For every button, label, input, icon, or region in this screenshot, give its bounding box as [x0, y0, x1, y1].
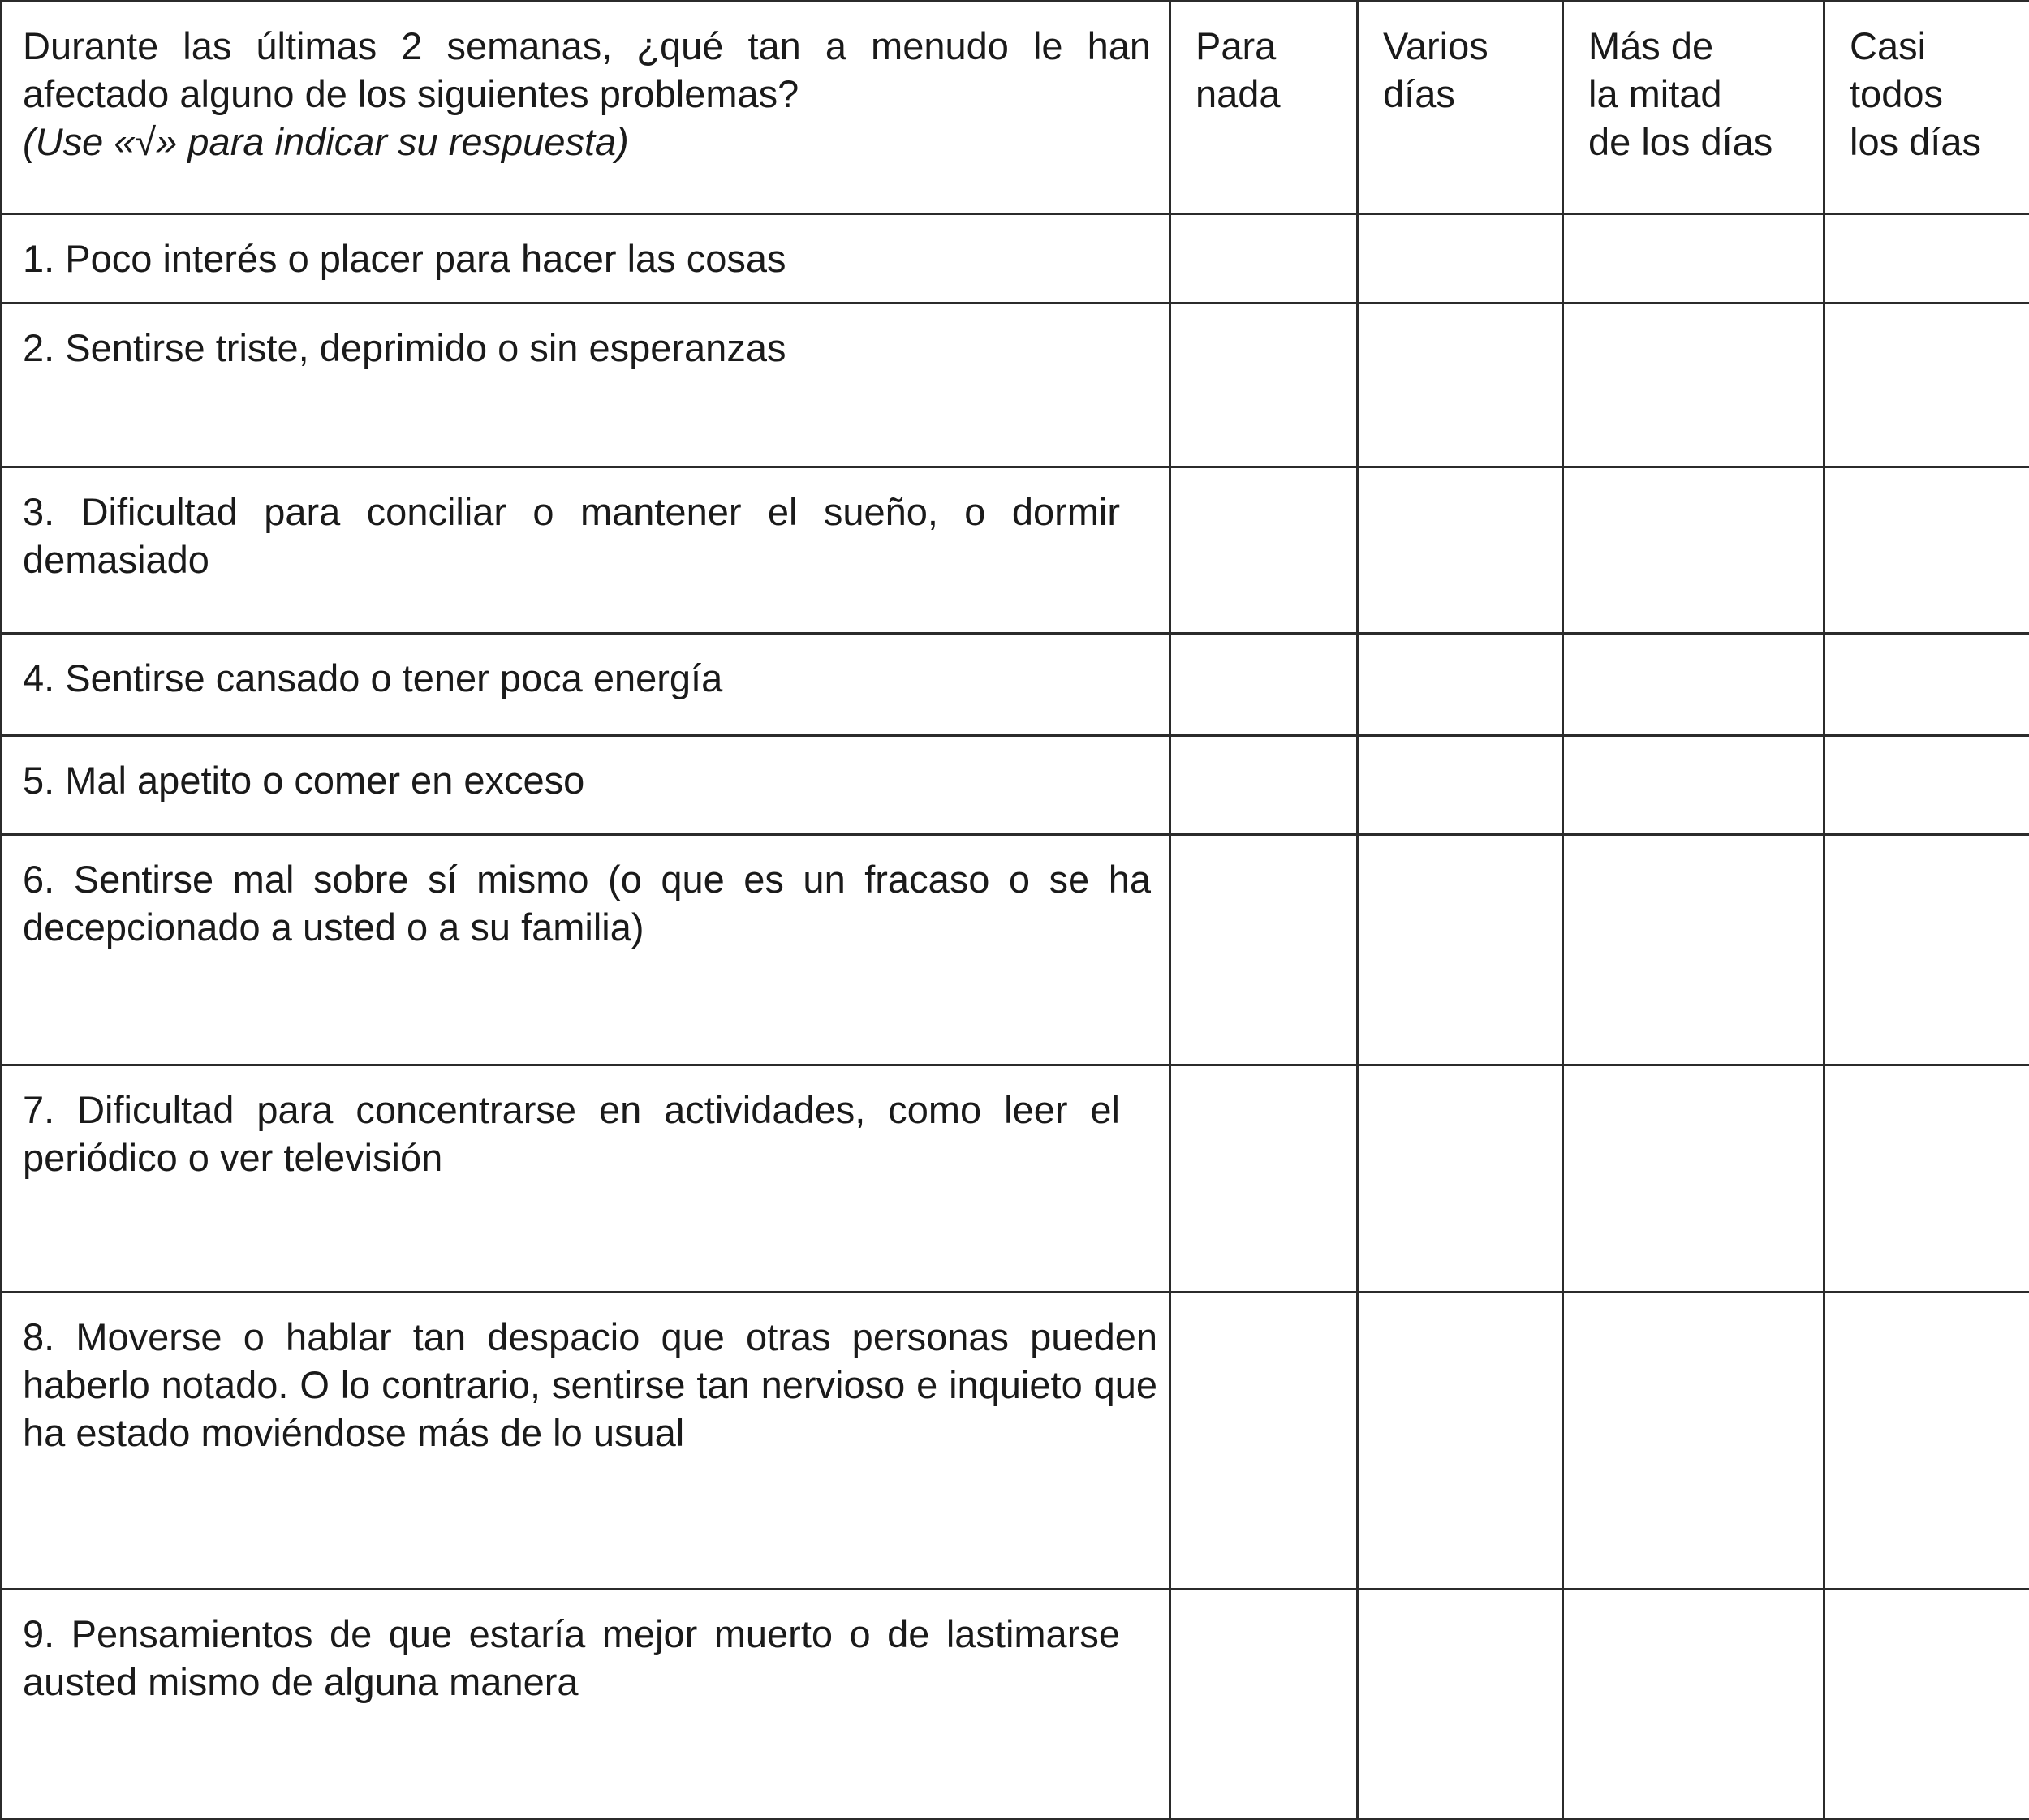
option-label-line: los días — [1850, 118, 2014, 166]
option-label-line: de los días — [1588, 118, 1808, 166]
answer-cell-para-nada[interactable] — [1170, 736, 1358, 835]
item-question-cell — [2, 303, 1170, 467]
header-instruction: (Use «√» para indicar su respuesta) — [23, 118, 1151, 166]
item-question-cell — [2, 835, 1170, 1065]
answer-cell-mas-de-la-mitad[interactable] — [1563, 835, 1824, 1065]
header-question-line1: Durante las últimas 2 semanas, ¿qué tan a menudo le han — [23, 22, 1151, 70]
item-text: 5. Mal apetito o comer en exceso — [2, 737, 1169, 804]
answer-cell-para-nada[interactable] — [1170, 303, 1358, 467]
table-row — [2, 1590, 2029, 1819]
table-row — [2, 303, 2029, 467]
answer-cell-varios-dias[interactable] — [1358, 1293, 1563, 1590]
answer-cell-varios-dias[interactable] — [1358, 634, 1563, 736]
table-row — [2, 214, 2029, 303]
answer-cell-varios-dias[interactable] — [1358, 467, 1563, 634]
header-option-mas-de-la-mitad — [1563, 2, 1824, 214]
answer-cell-varios-dias[interactable] — [1358, 835, 1563, 1065]
answer-cell-casi-todos[interactable] — [1824, 1293, 2029, 1590]
answer-cell-casi-todos[interactable] — [1824, 736, 2029, 835]
answer-cell-mas-de-la-mitad[interactable] — [1563, 214, 1824, 303]
item-question-cell — [2, 1065, 1170, 1293]
answer-cell-casi-todos[interactable] — [1824, 303, 2029, 467]
answer-cell-para-nada[interactable] — [1170, 214, 1358, 303]
answer-cell-varios-dias[interactable] — [1358, 303, 1563, 467]
item-text: 8. Moverse o hablar tan despacio que otras personas pueden haberlo notado. O lo contrario, sentirse tan nervioso e inquieto que ha estado moviéndose más de lo usual — [2, 1293, 1169, 1456]
option-label-line: nada — [1195, 70, 1342, 118]
answer-cell-casi-todos[interactable] — [1824, 1065, 2029, 1293]
option-label-line: la mitad — [1588, 70, 1808, 118]
item-text: 2. Sentirse triste, deprimido o sin esperanzas — [2, 304, 1169, 372]
table-row — [2, 1065, 2029, 1293]
answer-cell-casi-todos[interactable] — [1824, 467, 2029, 634]
answer-cell-mas-de-la-mitad[interactable] — [1563, 634, 1824, 736]
option-label-line: todos — [1850, 70, 2014, 118]
item-question-cell — [2, 1293, 1170, 1590]
answer-cell-casi-todos[interactable] — [1824, 634, 2029, 736]
answer-cell-casi-todos[interactable] — [1824, 214, 2029, 303]
item-question-cell — [2, 634, 1170, 736]
item-question-cell — [2, 736, 1170, 835]
answer-cell-mas-de-la-mitad[interactable] — [1563, 303, 1824, 467]
answer-cell-varios-dias[interactable] — [1358, 736, 1563, 835]
answer-cell-casi-todos[interactable] — [1824, 1590, 2029, 1819]
header-option-casi-todos — [1824, 2, 2029, 214]
item-question-cell — [2, 214, 1170, 303]
table-row — [2, 736, 2029, 835]
item-question-cell — [2, 1590, 1170, 1819]
answer-cell-para-nada[interactable] — [1170, 467, 1358, 634]
answer-cell-varios-dias[interactable] — [1358, 214, 1563, 303]
header-question-cell — [2, 2, 1170, 214]
answer-cell-varios-dias[interactable] — [1358, 1590, 1563, 1819]
answer-cell-casi-todos[interactable] — [1824, 835, 2029, 1065]
table-row — [2, 467, 2029, 634]
header-option-para-nada — [1170, 2, 1358, 214]
answer-cell-mas-de-la-mitad[interactable] — [1563, 1590, 1824, 1819]
header-row — [2, 2, 2029, 214]
item-text: 6. Sentirse mal sobre sí mismo (o que es un fracaso o se ha decepcionado a usted o a su familia) — [2, 836, 1169, 951]
option-label-line: Casi — [1850, 22, 2014, 70]
answer-cell-para-nada[interactable] — [1170, 1590, 1358, 1819]
item-text: 1. Poco interés o placer para hacer las cosas — [2, 215, 1169, 282]
option-label-line: Más de — [1588, 22, 1808, 70]
option-label-line: días — [1383, 70, 1547, 118]
table-row — [2, 835, 2029, 1065]
item-text: 9. Pensamientos de que estaría mejor muerto o de lastimarse austed mismo de alguna manera — [2, 1590, 1169, 1706]
answer-cell-para-nada[interactable] — [1170, 1293, 1358, 1590]
table-row — [2, 1293, 2029, 1590]
answer-cell-mas-de-la-mitad[interactable] — [1563, 467, 1824, 634]
answer-cell-para-nada[interactable] — [1170, 1065, 1358, 1293]
answer-cell-varios-dias[interactable] — [1358, 1065, 1563, 1293]
answer-cell-para-nada[interactable] — [1170, 835, 1358, 1065]
header-option-varios-dias — [1358, 2, 1563, 214]
answer-cell-mas-de-la-mitad[interactable] — [1563, 1065, 1824, 1293]
option-label-line: Para — [1195, 22, 1342, 70]
option-label-line: Varios — [1383, 22, 1547, 70]
answer-cell-mas-de-la-mitad[interactable] — [1563, 736, 1824, 835]
item-text: 7. Dificultad para concentrarse en actividades, como leer el periódico o ver televisión — [2, 1066, 1169, 1181]
table-row — [2, 634, 2029, 736]
header-question-line2: afectado alguno de los siguientes problemas? — [23, 70, 1151, 118]
item-question-cell — [2, 467, 1170, 634]
item-text: 4. Sentirse cansado o tener poca energía — [2, 635, 1169, 702]
answer-cell-para-nada[interactable] — [1170, 634, 1358, 736]
item-text: 3. Dificultad para conciliar o mantener el sueño, o dormir demasiado — [2, 468, 1169, 583]
answer-cell-mas-de-la-mitad[interactable] — [1563, 1293, 1824, 1590]
